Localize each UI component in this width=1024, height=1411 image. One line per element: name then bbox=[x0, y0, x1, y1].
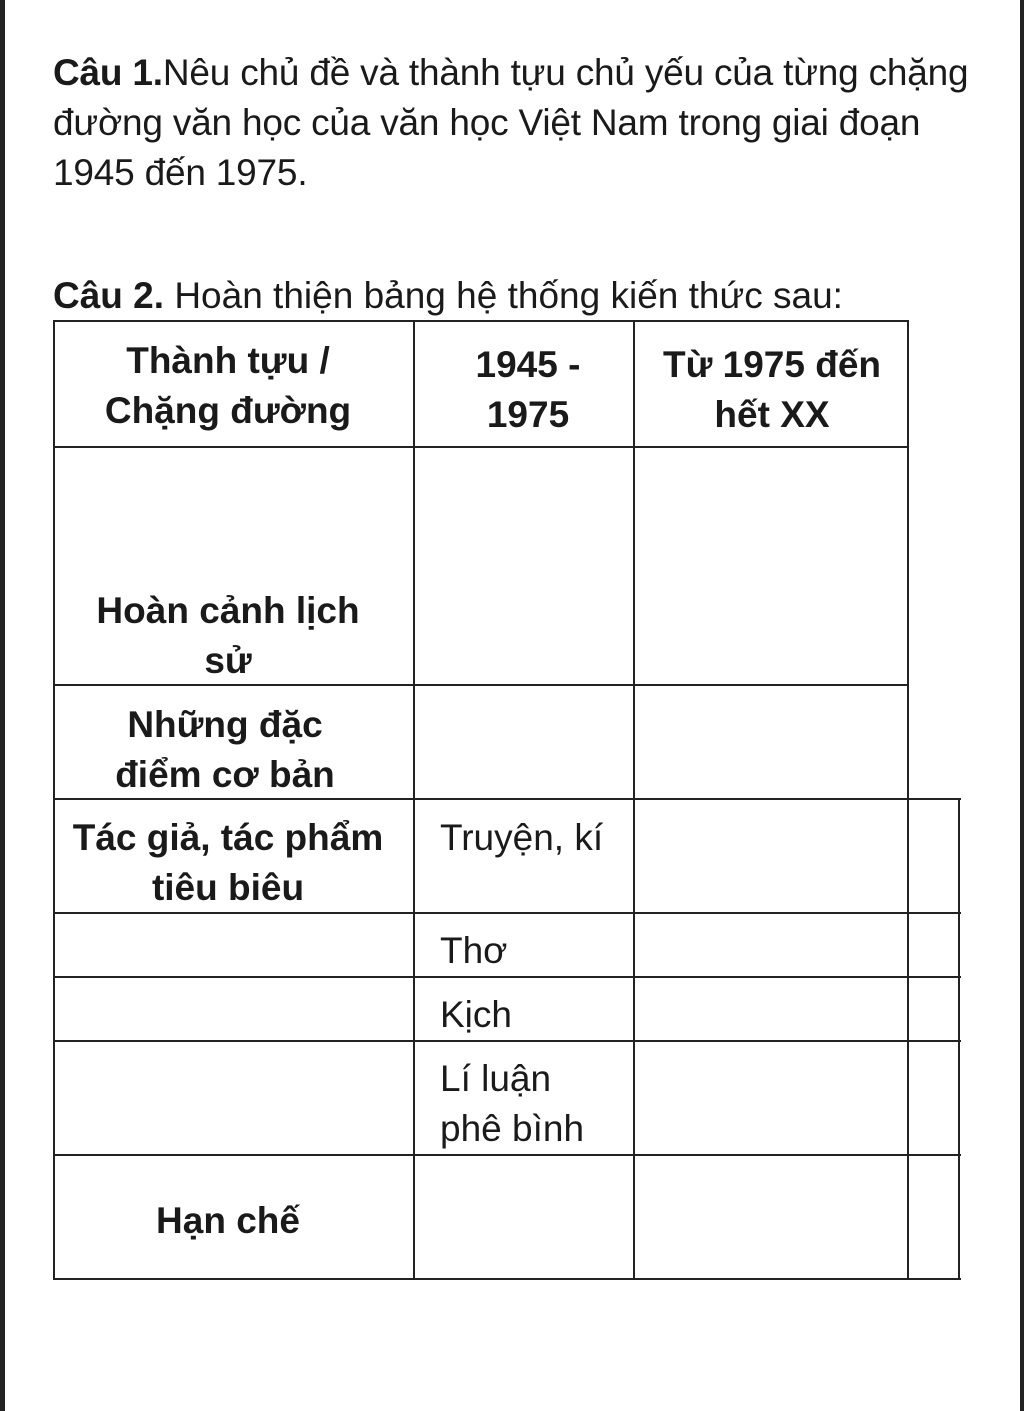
table-line bbox=[53, 798, 961, 800]
header-achievement-stage: Thành tựu / Chặng đường bbox=[104, 340, 352, 431]
table-border-left bbox=[53, 320, 55, 1280]
table-border-right-extra bbox=[958, 798, 960, 1280]
question-2-label: Câu 2. bbox=[53, 275, 165, 316]
table-line bbox=[53, 912, 961, 914]
header-1945-1975: 1945 - 1975 bbox=[475, 344, 581, 435]
genre-drama: Kịch bbox=[440, 994, 512, 1035]
question-1-text: Nêu chủ đề và thành tựu chủ yếu của từng chặng đường văn học của văn học Việt Nam trong giai đoạn 1945 đến 1975. bbox=[53, 52, 969, 193]
question-1-label: Câu 1. bbox=[53, 52, 163, 93]
table-border-top bbox=[53, 320, 909, 322]
cell-history-1975-xx[interactable] bbox=[636, 448, 907, 684]
table-line bbox=[907, 320, 909, 1280]
table-border-bottom bbox=[53, 1278, 961, 1280]
row-basic-features: Những đặc điểm cơ bản bbox=[115, 704, 335, 795]
question-2-text: Hoàn thiện bảng hệ thống kiến thức sau: bbox=[164, 275, 843, 316]
row-limitations: Hạn chế bbox=[156, 1200, 300, 1241]
table-line bbox=[633, 320, 635, 1280]
genre-criticism: Lí luận phê bình bbox=[440, 1058, 585, 1149]
question-2 bbox=[53, 274, 973, 318]
cell-features-1975-xx[interactable] bbox=[636, 686, 907, 798]
page-edge-left bbox=[0, 0, 5, 1411]
row-historical-context: Hoàn cảnh lịch sử bbox=[96, 590, 360, 681]
table-line bbox=[413, 320, 415, 1280]
table-line bbox=[53, 446, 909, 448]
table-line bbox=[53, 1040, 961, 1042]
row-authors-works: Tác giả, tác phẩm tiêu biêu bbox=[72, 817, 384, 908]
genre-story-memoir: Truyện, kí bbox=[440, 817, 604, 858]
table-line bbox=[53, 1154, 961, 1156]
page-edge-right bbox=[1020, 0, 1024, 1411]
table-line bbox=[53, 976, 961, 978]
cell-features-1945-1975[interactable] bbox=[416, 686, 634, 798]
genre-poetry: Thơ bbox=[440, 930, 508, 971]
header-1975-end-xx: Từ 1975 đến hết XX bbox=[662, 344, 882, 435]
cell-history-1945-1975[interactable] bbox=[416, 448, 634, 684]
table-line bbox=[53, 684, 909, 686]
question-1 bbox=[53, 48, 973, 198]
